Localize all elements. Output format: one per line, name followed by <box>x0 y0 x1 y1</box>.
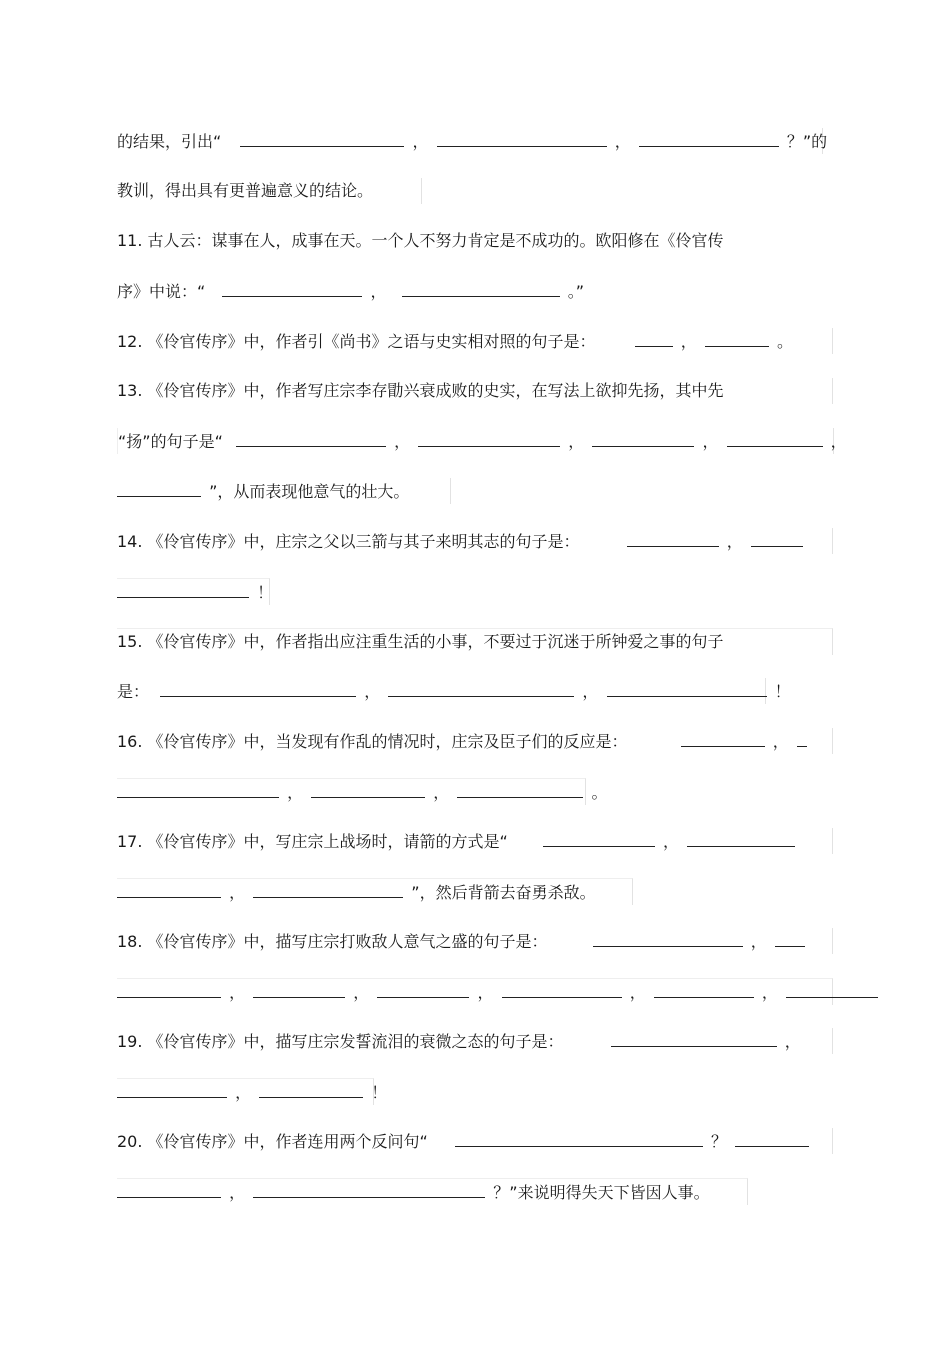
question-16-line <box>117 728 833 754</box>
line-18-comma-4: ， <box>629 983 646 1002</box>
line-17-comma: ， <box>750 932 767 951</box>
question-17-text: 17. 《伶官传序》中，写庄宗上战场时，请箭的方式是“ <box>117 832 508 851</box>
line-21-question-mark: ？ <box>711 1132 728 1151</box>
line-12-comma-1: ， <box>364 682 381 701</box>
question-20-line <box>117 1128 833 1154</box>
fill-blank[interactable] <box>253 879 403 898</box>
line-2-text: 教训，得出具有更普遍意义的结论。 <box>117 181 374 200</box>
line-4-text-b: ， <box>370 282 387 301</box>
fill-blank[interactable] <box>117 879 221 898</box>
question-16-answer-line <box>117 778 608 805</box>
question-11-line <box>117 228 724 254</box>
question-20-text: 20. 《伶官传序》中，作者连用两个反问句“ <box>117 1132 428 1151</box>
line-7-comma-3: ， <box>702 432 719 451</box>
line-22-comma: ， <box>229 1183 246 1202</box>
fill-blank[interactable] <box>627 528 719 547</box>
question-15-answer-line <box>117 678 791 704</box>
fill-blank[interactable] <box>457 779 583 798</box>
question-13-text: 13. 《伶官传序》中，作者写庄宗李存勖兴衰成败的史实，在写法上欲抑先扬，其中先 <box>117 381 724 400</box>
line-14-comma-1: ， <box>287 783 304 802</box>
fill-blank[interactable] <box>117 1179 221 1198</box>
text-line-2 <box>117 178 422 204</box>
fill-blank[interactable] <box>687 828 795 847</box>
line-13-comma: ， <box>772 732 789 751</box>
fill-blank[interactable] <box>117 579 249 598</box>
question-11-text: 11. 古人云：谋事在人，成事在天。一个人不努力肯定是不成功的。欧阳修在《伶官传 <box>117 231 724 250</box>
question-15-line <box>117 628 833 655</box>
fill-blank[interactable] <box>117 979 221 998</box>
fill-blank[interactable] <box>797 728 807 747</box>
fill-blank[interactable] <box>786 979 878 998</box>
fill-blank[interactable] <box>437 128 607 147</box>
question-20-answer-line <box>117 1178 748 1205</box>
fill-blank[interactable] <box>455 1128 703 1147</box>
line-18-comma-5: ， <box>761 983 778 1002</box>
line-1-text-a: 的结果，引出“ <box>117 132 222 151</box>
fill-blank[interactable] <box>388 678 574 697</box>
question-17-line <box>117 828 833 854</box>
question-14-text: 14. 《伶官传序》中，庄宗之父以三箭与其子来明其志的句子是： <box>117 532 580 551</box>
fill-blank[interactable] <box>240 128 404 147</box>
fill-blank[interactable] <box>593 928 743 947</box>
fill-blank[interactable] <box>311 779 425 798</box>
question-14-line <box>117 528 833 554</box>
line-10-exclaim: ！ <box>257 583 274 602</box>
fill-blank[interactable] <box>253 1179 485 1198</box>
line-1-text-b: ， <box>412 132 429 151</box>
line-12-text-a: 是： <box>117 682 150 701</box>
line-1-text-d: ？”的 <box>786 132 828 151</box>
fill-blank[interactable] <box>418 428 560 447</box>
question-14-answer-line <box>117 578 274 605</box>
fill-blank[interactable] <box>727 428 823 447</box>
line-12-comma-2: ， <box>582 682 599 701</box>
fill-blank[interactable] <box>236 428 386 447</box>
fill-blank[interactable] <box>402 278 560 297</box>
fill-blank[interactable] <box>751 528 803 547</box>
question-13-answer-line-2 <box>117 478 451 504</box>
question-16-text: 16. 《伶官传序》中，当发现有作乱的情况时，庄宗及臣子们的反应是： <box>117 732 628 751</box>
line-16-text: ”，然后背箭去奋勇杀敌。 <box>411 883 596 902</box>
fill-blank[interactable] <box>543 828 655 847</box>
line-20-comma: ， <box>235 1083 252 1102</box>
fill-blank[interactable] <box>377 979 469 998</box>
line-7-comma-4: ， <box>830 432 847 451</box>
fill-blank[interactable] <box>654 979 754 998</box>
line-16-comma: ， <box>229 883 246 902</box>
fill-blank[interactable] <box>592 428 694 447</box>
line-4-text-c: 。” <box>567 282 584 301</box>
question-12-line <box>117 328 833 354</box>
line-7-text-a: “扬”的句子是“ <box>118 432 223 451</box>
question-11-answer-line <box>117 278 584 304</box>
fill-blank[interactable] <box>607 678 767 697</box>
question-13-line <box>117 378 833 404</box>
question-19-text: 19. 《伶官传序》中，描写庄宗发誓流泪的衰微之态的句子是： <box>117 1032 564 1051</box>
fill-blank[interactable] <box>735 1128 809 1147</box>
line-4-text-a: 序》中说：“ <box>117 282 206 301</box>
fill-blank[interactable] <box>222 278 362 297</box>
question-17-answer-line <box>117 878 633 905</box>
line-18-comma-2: ， <box>353 983 370 1002</box>
question-19-answer-line <box>117 1078 388 1105</box>
line-14-comma-2: ， <box>433 783 450 802</box>
line-7-comma-2: ， <box>568 432 585 451</box>
question-18-line <box>117 928 833 954</box>
question-18-answer-line <box>117 978 833 1005</box>
line-5-period: 。 <box>776 332 793 351</box>
question-18-text: 18. 《伶官传序》中，描写庄宗打败敌人意气之盛的句子是： <box>117 932 548 951</box>
fill-blank[interactable] <box>705 328 769 347</box>
line-7-comma-1: ， <box>394 432 411 451</box>
line-18-comma-3: ， <box>477 983 494 1002</box>
line-18-comma-1: ， <box>229 983 246 1002</box>
line-5-comma: ， <box>680 332 697 351</box>
fill-blank[interactable] <box>259 1079 363 1098</box>
fill-blank[interactable] <box>775 928 805 947</box>
question-12-text: 12. 《伶官传序》中，作者引《尚书》之语与史实相对照的句子是： <box>117 332 596 351</box>
fill-blank[interactable] <box>639 128 779 147</box>
question-13-answer-line-1 <box>117 428 847 454</box>
question-19-line <box>117 1028 833 1054</box>
line-8-text: ”，从而表现他意气的壮大。 <box>209 482 410 501</box>
fill-blank[interactable] <box>253 979 345 998</box>
line-19-comma: ， <box>784 1032 801 1051</box>
line-15-comma: ， <box>663 832 680 851</box>
fill-blank[interactable] <box>681 728 765 747</box>
line-1-text-c: ， <box>614 132 631 151</box>
line-20-exclaim: ！ <box>371 1083 388 1102</box>
fill-blank[interactable] <box>160 678 356 697</box>
line-14-period: 。 <box>591 783 608 802</box>
question-15-text: 15. 《伶官传序》中，作者指出应注重生活的小事，不要过于沉迷于所钟爱之事的句子 <box>117 632 724 651</box>
line-22-text: ？”来说明得失天下皆因人事。 <box>493 1183 710 1202</box>
fill-blank[interactable] <box>611 1028 777 1047</box>
fill-blank[interactable] <box>635 328 673 347</box>
fill-blank[interactable] <box>117 478 201 497</box>
fill-blank[interactable] <box>117 1079 227 1098</box>
fill-blank[interactable] <box>117 779 279 798</box>
line-12-exclaim: ！ <box>774 682 791 701</box>
fill-blank[interactable] <box>502 979 622 998</box>
line-9-comma: ， <box>726 532 743 551</box>
text-line-1 <box>117 128 828 154</box>
